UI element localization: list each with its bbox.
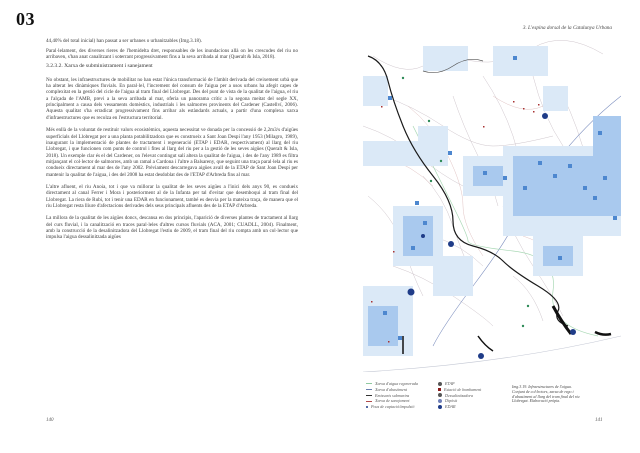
legend-points xyxy=(438,381,481,410)
black-dash-icon xyxy=(366,395,372,396)
legend-item-wells: Pous de captació/impulsió xyxy=(366,404,418,410)
left-page-body xyxy=(46,38,298,244)
map-legend xyxy=(366,381,481,410)
water-infrastructure-map xyxy=(363,36,621,372)
page-number-left: 140 xyxy=(46,418,54,423)
legend-lines xyxy=(366,381,418,410)
paragraph: Paral·lelament, des diverses rieres de l'hemidelta dret, responsables de les inundacions allà on les crescudes del riu no arribaven, s'han anat canalitzant i soterrant progressivament fins a la seva arribada al mar (Queralt & Isla, 2018). xyxy=(46,47,298,60)
legend-item-regenerated-water: Xarxa d'aigua regenerada xyxy=(366,381,418,387)
legend-item-desalination: Dessalinitzadora xyxy=(438,393,481,399)
chapter-number: 03 xyxy=(16,9,35,29)
legend-item-supply-network: Xarxa d'abastiment xyxy=(366,387,418,393)
section-heading: 3.2.3.2. Xarxa de subministrament i sanejament xyxy=(46,63,153,70)
red-square-icon xyxy=(438,388,441,391)
blue-line-icon xyxy=(366,389,372,390)
paragraph: Més enllà de la voluntat de restituir valors ecosistèmics, aquesta necessitat ve donada per la concessió de 2,2m3/s d'aigües superficials del Llobregat per a una planta potabilitzadora que es construeix a Sant Joan Despí l'any 1953 (Milagro, 1989), inaugurant la implementació de plantes de tractament i regeneració (ETAP i EDAR, respectivament) al llarg del riu Llobregat, i que funcionen com punts de control i fites al llarg del riu per a la gestió de les seves aigües (Queralt & Isla, 2018). Un exemple clar és el del Cardener, on l'elevat contingut salí altera la qualitat de l'aigua, i des de l'any 1989 es filtra mitjançant el col·lector de salmorres, amb un ramal a Cardona i l'altre a Balsareny, que seguint una traça paral·lela al riu es condueix directament al mar des de l'any 2002. Prèviament descarregava aigües avall de la ETAP de Sant Joan Despí per mantenir la qualitat de l'aigua, i des del 2008 ha estat desdoblat des de l'ETAP d'Arbreda fins al mar. xyxy=(46,127,298,178)
gray-circle-icon xyxy=(438,393,442,397)
legend-item-sewer-network: Xarxa de sanejament xyxy=(366,398,418,404)
paragraph: La millora de la qualitat de les aigües doncs, descansa en dos principis, l'aparició de diverses plantes de tractament al llarg del curs fluvial, i la canalització en traces paral·leles d'altres cursos fluvials (ACA, 2001; CUADLL, 2004). Finalment, amb la construcció de la desalinitzadora del Llobregat l'estiu de 2009, el tram final del riu compta amb un col·lector que impulsa l'aigua dessalinitzada aigües xyxy=(46,215,298,241)
paragraph: L'altre afluent, el riu Anoia, tot i que va millorar la qualitat de les seves aigües a l'inici dels anys 90, es condueix directament al canal Ferrer i Mora i posteriorment al de la Infanta per tal d'evitar que desemboqui al tram final del Llobregat. La riera de Rubí, tot i tenir una EDAR en funcionament, també es desvia per la mateixa traça, de manera que el riu Llobregat resta lliure d'afectacions derivades dels seus principals afluents des de la ETAP d'Arbreda. xyxy=(46,183,298,209)
running-head: 3. L'espina dorsal de la Catalunya Urbana xyxy=(522,25,612,31)
figure-caption: Img.3.19. Infraestructures de l'aigua. Conjunt de col·lectors, xarxa de rego i d'abastiment al llarg del tram final del riu Llobregat. Elaboració pròpia. xyxy=(512,384,580,404)
legend-item-etap: ETAP xyxy=(438,381,481,387)
legend-item-deposit: Dipòsit xyxy=(438,398,481,404)
light-blue-circle-icon xyxy=(438,399,442,403)
legend-item-submarine-outfalls: Emissaris submarins xyxy=(366,393,418,399)
dot-icon xyxy=(366,406,368,408)
gray-circle-icon xyxy=(438,382,442,386)
red-dash-icon xyxy=(366,401,372,402)
legend-item-pumping-station: Estació de bombament xyxy=(438,387,481,393)
green-line-icon xyxy=(366,383,372,384)
paragraph: No obstant, les infraestructures de mobilitat no han estat l'única transformació de l'àmbit derivada del creixement urbà que ha alterat les dinàmiques fluvials. En paral·lel, l'increment del consum de l'aigua per a usos urbans ha afegit capes de complexitat en la gestió del cicle de l'aigua al tram final del Llobregat. Des del punt de vista de la qualitat de l'aigua, el riu a l'alçada de l'AMB, previ a la seva arribada al mar, oferia un panorama crític a la segona meitat del segle XX, principalment a causa dels vessaments domèstics, industrials i les salmorres provinents del Cardener (Castellví, 2006). Aquesta qualitat s'ha erradicat progressivament fins arribar als estàndards actuals, a partir d'una complexa xarxa d'infraestructures que es recolza en l'estructura territorial. xyxy=(46,76,298,121)
legend-item-edar: EDAR xyxy=(438,404,481,410)
paragraph: 44,40% del total inicial) han passat a ser urbanes o urbanitzables (Img.3.18). xyxy=(46,38,203,44)
navy-circle-icon xyxy=(438,405,442,409)
page-number-right: 141 xyxy=(595,418,603,423)
